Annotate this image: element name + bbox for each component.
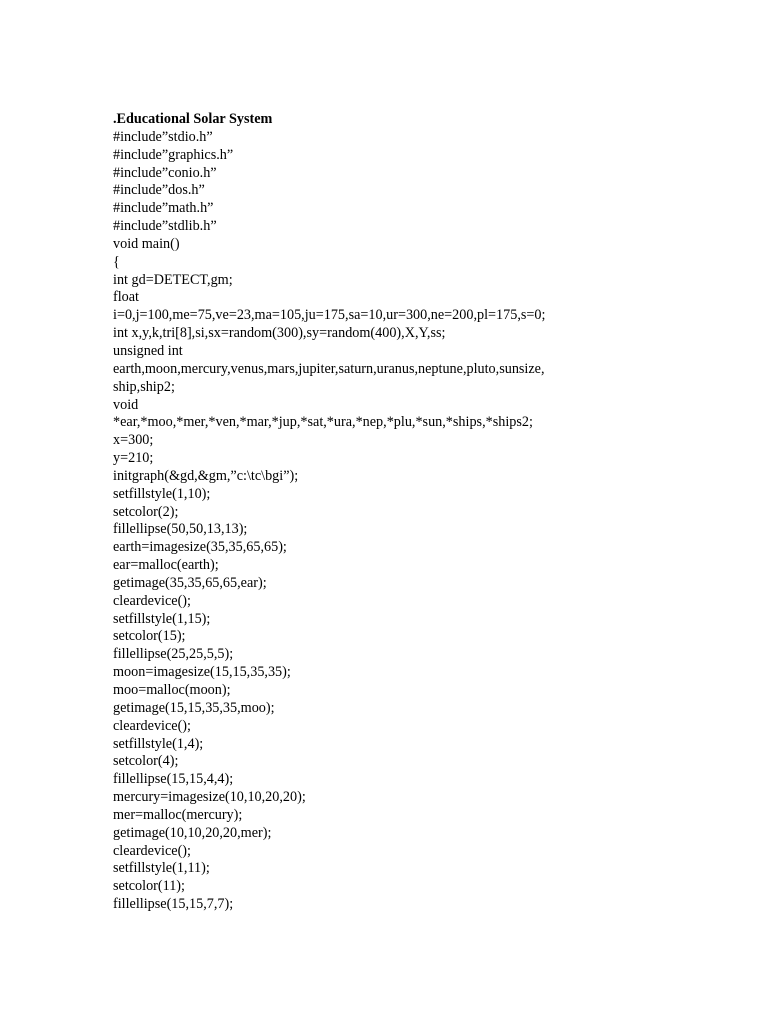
- code-line: setcolor(4);: [113, 753, 179, 770]
- code-line: cleardevice();: [113, 592, 191, 609]
- code-line: moon=imagesize(15,15,35,35);: [113, 664, 291, 681]
- code-line: initgraph(&gd,&gm,”c:\tc\bgi”);: [113, 467, 299, 484]
- code-line: void: [113, 396, 139, 413]
- code-line: mercury=imagesize(10,10,20,20);: [113, 789, 306, 806]
- code-line: fillellipse(25,25,5,5);: [113, 646, 234, 663]
- code-line: i=0,j=100,me=75,ve=23,ma=105,ju=175,sa=10,ur=300,ne=200,pl=175,s=0;: [113, 307, 546, 324]
- code-line: #include”stdio.h”: [113, 128, 213, 145]
- code-line: unsigned int: [113, 342, 183, 359]
- code-line: setfillstyle(1,10);: [113, 485, 211, 502]
- code-line: {: [113, 253, 120, 270]
- code-line: int x,y,k,tri[8],si,sx=random(300),sy=random(400),X,Y,ss;: [113, 325, 446, 342]
- code-line: x=300;: [113, 432, 154, 449]
- code-line: setcolor(11);: [113, 878, 185, 895]
- code-line: cleardevice();: [113, 717, 191, 734]
- code-line: moo=malloc(moon);: [113, 682, 231, 698]
- code-line: setfillstyle(1,15);: [113, 610, 211, 627]
- code-line: fillellipse(50,50,13,13);: [113, 521, 248, 538]
- code-line: fillellipse(15,15,4,4);: [113, 771, 234, 788]
- document-title: .Educational Solar System: [113, 111, 273, 127]
- code-line: cleardevice();: [113, 842, 191, 859]
- code-line: #include”math.h”: [113, 200, 214, 217]
- code-line: ship,ship2;: [113, 378, 175, 395]
- code-line: #include”dos.h”: [113, 182, 205, 199]
- code-line: getimage(35,35,65,65,ear);: [113, 574, 267, 591]
- code-line: #include”stdlib.h”: [113, 218, 217, 235]
- code-line: *ear,*moo,*mer,*ven,*mar,*jup,*sat,*ura,*nep,*plu,*sun,*ships,*ships2;: [113, 414, 533, 431]
- code-line: setcolor(2);: [113, 503, 179, 520]
- code-line: float: [113, 289, 139, 306]
- code-line: earth,moon,mercury,venus,mars,jupiter,saturn,uranus,neptune,pluto,sunsize,: [113, 360, 545, 377]
- code-line: getimage(15,15,35,35,moo);: [113, 699, 275, 716]
- code-line: setcolor(15);: [113, 628, 186, 645]
- document-body: [113, 111, 713, 914]
- code-line: mer=malloc(mercury);: [113, 806, 243, 823]
- code-line: setfillstyle(1,4);: [113, 735, 204, 752]
- code-line: int gd=DETECT,gm;: [113, 271, 233, 288]
- code-listing: [113, 129, 713, 914]
- code-line: setfillstyle(1,11);: [113, 860, 210, 877]
- code-line: fillellipse(15,15,7,7);: [113, 896, 234, 913]
- code-line: void main(): [113, 235, 180, 252]
- code-line: ear=malloc(earth);: [113, 557, 219, 574]
- code-line: #include”graphics.h”: [113, 146, 234, 163]
- code-line: y=210;: [113, 450, 154, 467]
- code-line: getimage(10,10,20,20,mer);: [113, 824, 272, 841]
- code-line: #include”conio.h”: [113, 164, 217, 181]
- code-line: earth=imagesize(35,35,65,65);: [113, 539, 287, 556]
